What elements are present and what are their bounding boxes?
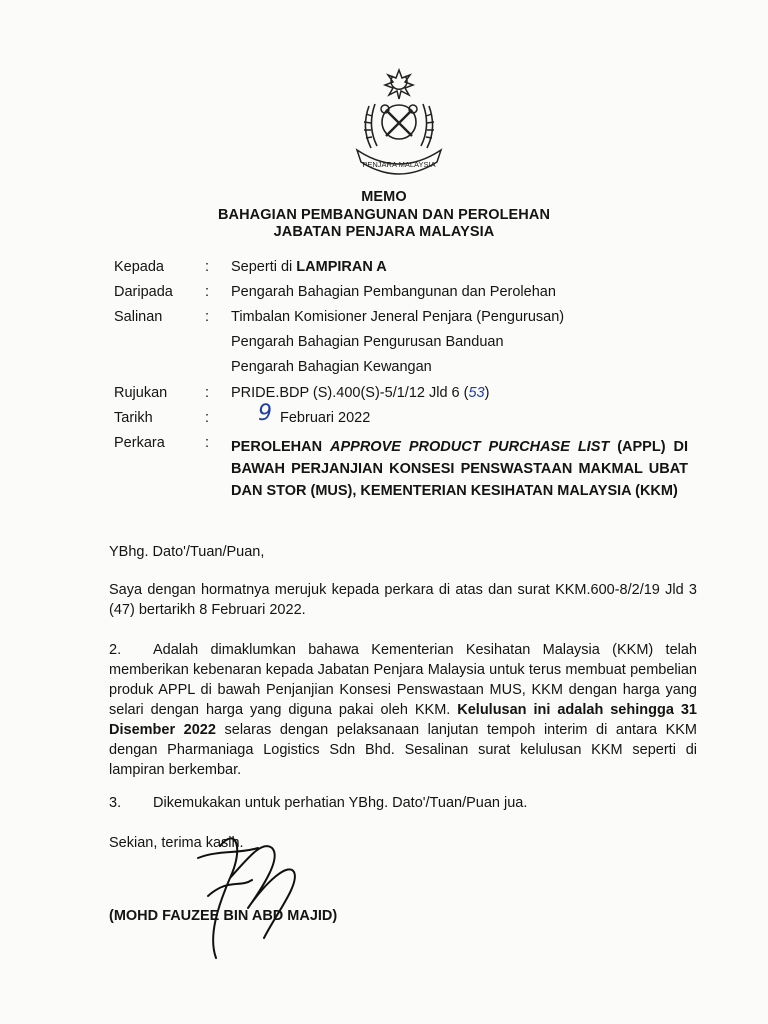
tarikh-label: Tarikh (114, 410, 153, 426)
closing: Sekian, terima kasih. (109, 835, 244, 851)
handwritten-signature (178, 818, 318, 978)
department-title: BAHAGIAN PEMBANGUNAN DAN PEROLEHAN (217, 207, 551, 223)
penjara-crest-logo (349, 66, 449, 178)
handwritten-reference-number: 53 (468, 385, 485, 401)
paragraph-number: 3. (109, 795, 122, 811)
salinan-value-2: Pengarah Bahagian Pengurusan Banduan (231, 334, 504, 350)
salutation: YBhg. Dato'/Tuan/Puan, (109, 544, 265, 560)
colon: : (205, 410, 210, 426)
rujukan-label: Rujukan (114, 385, 168, 401)
tarikh-value: Februari 2022 (280, 410, 371, 426)
paragraph-2: 2. Adalah dimaklumkan bahawa Kementerian Kesihatan Malaysia (KKM) telah memberikan kebenaran kepada Jabatan Penjara Malaysia untuk terus membuat pembelian produk APPL di bawah Penjanjian Konsesi Penswastaan MUS, KKM dengan harga yang selari dengan harga yang diguna pakai oleh KKM. Kelulusan ini adalah sehingga 31 Disember 2022 selaras dengan pelaksanaan lanjutan tempoh interim di antara KKM dengan Pharmaniaga Logistics Sdn Bhd. Sesalinan surat kelulusan KKM seperti di lampiran berkembar. (109, 642, 698, 778)
salinan-value-3: Pengarah Bahagian Kewangan (231, 359, 432, 375)
paragraph-number: 2. (109, 642, 122, 658)
salinan-value-1: Timbalan Komisioner Jeneral Penjara (Pengurusan) (231, 309, 565, 325)
salinan-label: Salinan (114, 309, 163, 325)
rujukan-value: PRIDE.BDP (S).400(S)-5/1/12 Jld 6 (53) (231, 385, 490, 401)
handwritten-day: 9 (258, 401, 272, 426)
paragraph-3: 3. Dikemukakan untuk perhatian YBhg. Dato'/Tuan/Puan jua. (109, 795, 528, 811)
colon: : (205, 385, 210, 401)
colon: : (205, 435, 210, 451)
paragraph-1: Saya dengan hormatnya merujuk kepada perkara di atas dan surat KKM.600-8/2/19 Jld 3 (47) bertarikh 8 Februari 2022. (109, 582, 697, 618)
kepada-label: Kepada (114, 259, 164, 275)
subject-text: PEROLEHAN APPROVE PRODUCT PURCHASE LIST (APPL) DI BAWAH PERJANJIAN KONSESI PENSWASTAAN MAKMAL UBAT DAN STOR (MUS), KEMENTERIAN KESIHATAN MALAYSIA (KKM) (231, 439, 688, 499)
daripada-value: Pengarah Bahagian Pembangunan dan Perolehan (231, 284, 556, 300)
signatory-name: (MOHD FAUZEE BIN ABD MAJID) (109, 908, 338, 924)
perkara-label: Perkara (114, 435, 165, 451)
organisation-title: JABATAN PENJARA MALAYSIA (273, 224, 495, 240)
svg-text:PENJARA MALAYSIA: PENJARA MALAYSIA (362, 160, 436, 169)
colon: : (205, 284, 210, 300)
daripada-label: Daripada (114, 284, 173, 300)
colon: : (205, 309, 210, 325)
colon: : (205, 259, 210, 275)
memo-title: MEMO (361, 189, 407, 205)
kepada-value: Seperti di LAMPIRAN A (231, 259, 387, 275)
